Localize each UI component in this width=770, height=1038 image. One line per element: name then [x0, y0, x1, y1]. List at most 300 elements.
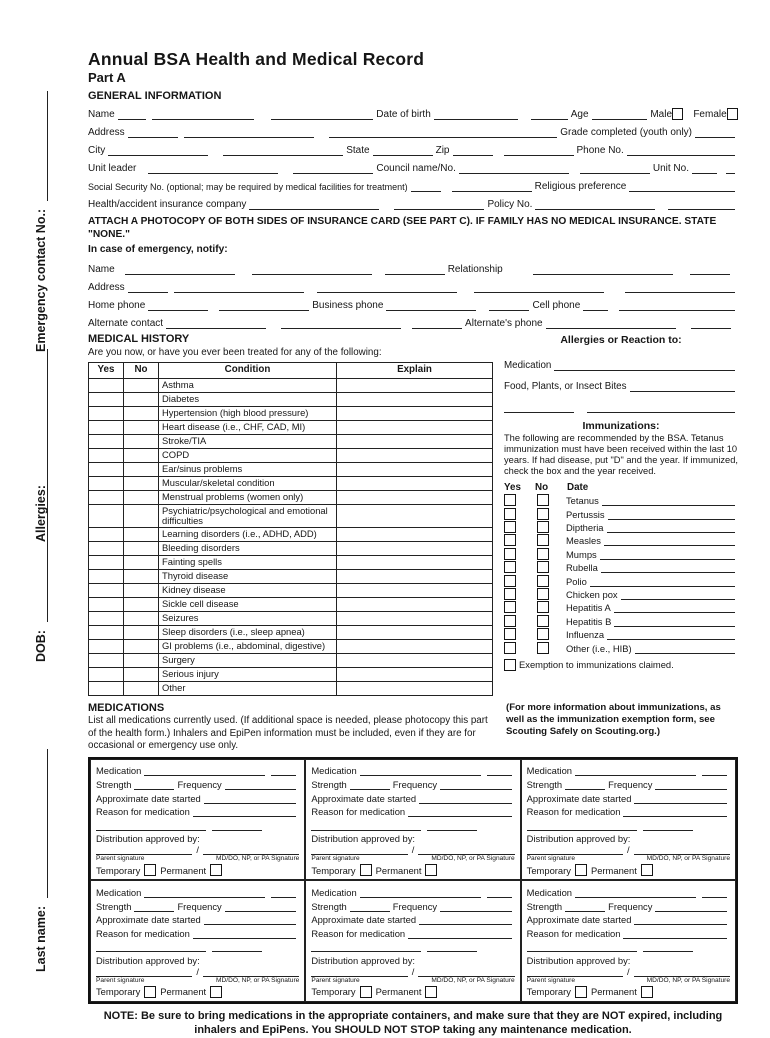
- grade-completed-line[interactable]: [695, 126, 735, 138]
- strength-label: Strength: [311, 900, 347, 912]
- md-signature-line[interactable]: [203, 843, 299, 855]
- medication-row: [96, 884, 299, 898]
- medications-intro-block: [88, 702, 496, 752]
- md-signature-label: MD/DO, NP, or PA Signature: [646, 976, 730, 984]
- ssn-line[interactable]: [452, 180, 532, 192]
- medication-line[interactable]: [575, 886, 696, 898]
- religious-preference-line[interactable]: [629, 180, 735, 192]
- address-line[interactable]: [184, 126, 314, 138]
- imm-no-checkbox[interactable]: [537, 534, 549, 546]
- yes-cell[interactable]: [89, 569, 124, 583]
- explain-cell[interactable]: [337, 527, 493, 541]
- temporary-checkbox[interactable]: [144, 864, 156, 876]
- signature-row: [527, 844, 730, 855]
- explain-cell[interactable]: [337, 434, 493, 448]
- address-line[interactable]: [329, 126, 558, 138]
- yes-cell[interactable]: [89, 555, 124, 569]
- unit-no-line[interactable]: [726, 162, 735, 174]
- explain-cell[interactable]: [337, 462, 493, 476]
- condition-row: [89, 434, 493, 448]
- emergency-name-line[interactable]: [125, 263, 235, 275]
- medication-line[interactable]: [487, 886, 512, 898]
- frequency-line[interactable]: [655, 900, 727, 912]
- approved-by-row: [311, 952, 514, 966]
- policy-no-line[interactable]: [535, 198, 655, 210]
- explain-cell[interactable]: [337, 639, 493, 653]
- medication-box: [305, 880, 520, 1002]
- frequency-line[interactable]: [225, 900, 297, 912]
- imm-yes-checkbox[interactable]: [504, 521, 516, 533]
- allergies-heading: Allergies or Reaction to:: [560, 333, 682, 346]
- explain-cell[interactable]: [337, 504, 493, 527]
- female-checkbox[interactable]: [727, 108, 738, 120]
- allergy-medication-line[interactable]: [554, 359, 735, 371]
- condition-row: [89, 583, 493, 597]
- date-started-line[interactable]: [204, 792, 297, 804]
- imm-no-checkbox[interactable]: [537, 561, 549, 573]
- imm-yes-checkbox[interactable]: [504, 508, 516, 520]
- explain-cell[interactable]: [337, 392, 493, 406]
- imm-date-line[interactable]: [602, 494, 735, 506]
- md-signature-label: MD/DO, NP, or PA Signature: [431, 855, 515, 863]
- reason-continuation-line[interactable]: [311, 819, 421, 831]
- temporary-checkbox[interactable]: [575, 864, 587, 876]
- reason-line[interactable]: [193, 927, 297, 939]
- yes-cell[interactable]: [89, 462, 124, 476]
- imm-no-checkbox[interactable]: [537, 575, 549, 587]
- frequency-label: Frequency: [392, 779, 438, 791]
- imm-no-checkbox[interactable]: [537, 508, 549, 520]
- immunization-row: [504, 600, 738, 613]
- yes-cell[interactable]: [89, 597, 124, 611]
- permanent-label: Permanent: [160, 986, 207, 998]
- reason-continuation-line[interactable]: [96, 940, 206, 952]
- yes-cell[interactable]: [89, 406, 124, 420]
- no-cell[interactable]: [124, 448, 159, 462]
- reason-continuation-line[interactable]: [527, 940, 637, 952]
- medications-section: [88, 702, 738, 752]
- medication-line[interactable]: [575, 764, 696, 776]
- imm-date-line[interactable]: [614, 601, 735, 613]
- imm-no-checkbox[interactable]: [537, 642, 549, 654]
- imm-date-line[interactable]: [608, 508, 735, 520]
- home-phone-line[interactable]: [148, 299, 208, 311]
- row-name: [88, 102, 738, 120]
- md-signature-line[interactable]: [634, 965, 730, 977]
- ssn-line[interactable]: [411, 180, 441, 192]
- imm-yes-checkbox[interactable]: [504, 615, 516, 627]
- parent-signature-label: Parent signature: [311, 976, 360, 984]
- yes-cell[interactable]: [89, 476, 124, 490]
- home-phone-line[interactable]: [219, 299, 309, 311]
- condition-label: Fainting spells: [159, 555, 337, 569]
- date-started-line[interactable]: [419, 913, 512, 925]
- no-cell[interactable]: [124, 420, 159, 434]
- no-cell[interactable]: [124, 476, 159, 490]
- yes-cell[interactable]: [89, 625, 124, 639]
- reason-line[interactable]: [193, 805, 297, 817]
- emergency-address-line[interactable]: [625, 281, 735, 293]
- reason-line[interactable]: [623, 927, 727, 939]
- reason-continuation-line[interactable]: [212, 819, 262, 831]
- signature-slash: /: [196, 965, 199, 977]
- reason-continuation-line[interactable]: [527, 819, 637, 831]
- parent-signature-label: Parent signature: [311, 855, 360, 863]
- frequency-line[interactable]: [225, 778, 297, 790]
- medication-line[interactable]: [271, 886, 296, 898]
- immunization-label: Rubella: [566, 562, 598, 574]
- yes-cell[interactable]: [89, 448, 124, 462]
- parent-signature-line[interactable]: [311, 843, 407, 855]
- insurance-company-line[interactable]: [394, 198, 484, 210]
- alternate-contact-line[interactable]: [166, 317, 266, 329]
- explain-cell[interactable]: [337, 555, 493, 569]
- condition-label: Surgery: [159, 653, 337, 667]
- zip-line[interactable]: [504, 144, 574, 156]
- date-started-label: Approximate date started: [526, 792, 632, 804]
- reason-continuation-line[interactable]: [427, 940, 477, 952]
- approved-by-label: Distribution approved by:: [526, 833, 631, 845]
- parent-signature-line[interactable]: [527, 843, 623, 855]
- reason-continuation-line[interactable]: [311, 940, 421, 952]
- medications-heading: MEDICATIONS: [88, 701, 165, 714]
- yes-cell[interactable]: [89, 392, 124, 406]
- form-part: Part A: [88, 70, 126, 86]
- imm-yes-checkbox[interactable]: [504, 561, 516, 573]
- frequency-line[interactable]: [440, 900, 512, 912]
- no-cell[interactable]: [124, 569, 159, 583]
- condition-row: [89, 527, 493, 541]
- reason-line[interactable]: [408, 805, 512, 817]
- imm-yes-checkbox[interactable]: [504, 642, 516, 654]
- medication-line[interactable]: [360, 764, 481, 776]
- explain-cell[interactable]: [337, 653, 493, 667]
- imm-yes-checkbox[interactable]: [504, 494, 516, 506]
- no-cell[interactable]: [124, 555, 159, 569]
- strength-line[interactable]: [350, 778, 390, 790]
- emergency-address-line[interactable]: [317, 281, 457, 293]
- date-of-birth-line[interactable]: [434, 108, 518, 120]
- explain-cell[interactable]: [337, 681, 493, 695]
- reason-label: Reason for medication: [526, 927, 621, 939]
- business-phone-line[interactable]: [489, 299, 529, 311]
- imm-yes-column-header: Yes: [504, 481, 521, 493]
- imm-yes-checkbox[interactable]: [504, 575, 516, 587]
- medication-line[interactable]: [702, 764, 727, 776]
- no-cell[interactable]: [124, 681, 159, 695]
- policy-no-line[interactable]: [668, 198, 735, 210]
- yes-cell[interactable]: [89, 420, 124, 434]
- strength-frequency-row: [527, 776, 730, 790]
- md-signature-line[interactable]: [203, 965, 299, 977]
- imm-yes-checkbox[interactable]: [504, 588, 516, 600]
- imm-no-checkbox[interactable]: [537, 615, 549, 627]
- temporary-checkbox[interactable]: [144, 986, 156, 998]
- medication-label: Medication: [96, 887, 142, 899]
- md-signature-line[interactable]: [634, 843, 730, 855]
- zip-line[interactable]: [453, 144, 493, 156]
- no-cell[interactable]: [124, 392, 159, 406]
- yes-cell[interactable]: [89, 681, 124, 695]
- imm-date-line[interactable]: [607, 521, 735, 533]
- yes-cell[interactable]: [89, 611, 124, 625]
- no-cell[interactable]: [124, 611, 159, 625]
- address-line[interactable]: [128, 126, 178, 138]
- medication-line[interactable]: [271, 764, 296, 776]
- last-name-line[interactable]: [36, 749, 48, 898]
- reason-continuation-line[interactable]: [212, 940, 262, 952]
- council-name-no-line[interactable]: [580, 162, 650, 174]
- parent-signature-line[interactable]: [527, 965, 623, 977]
- yes-cell[interactable]: [89, 378, 124, 392]
- permanent-checkbox[interactable]: [425, 864, 437, 876]
- signature-slash: /: [196, 844, 199, 856]
- no-cell[interactable]: [124, 653, 159, 667]
- strength-line[interactable]: [350, 900, 390, 912]
- explain-cell[interactable]: [337, 476, 493, 490]
- yes-cell[interactable]: [89, 504, 124, 527]
- reason-continuation-row: [527, 817, 730, 831]
- alternates-phone-line[interactable]: [691, 317, 731, 329]
- no-cell[interactable]: [124, 434, 159, 448]
- reason-label: Reason for medication: [526, 806, 621, 818]
- yes-cell[interactable]: [89, 434, 124, 448]
- imm-yes-checkbox[interactable]: [504, 548, 516, 560]
- allergy-food-line[interactable]: [630, 380, 735, 392]
- medication-label: Medication: [96, 765, 142, 777]
- yes-cell[interactable]: [89, 541, 124, 555]
- imm-date-line[interactable]: [604, 534, 735, 546]
- emergency-contact-line[interactable]: [36, 91, 48, 201]
- parent-signature-line[interactable]: [96, 965, 192, 977]
- unit-no-line[interactable]: [692, 162, 717, 174]
- approved-by-row: [527, 831, 730, 845]
- reason-continuation-line[interactable]: [643, 940, 693, 952]
- form-title: Annual BSA Health and Medical Record: [88, 49, 425, 69]
- name-line[interactable]: [271, 108, 373, 120]
- immunization-row: [504, 533, 738, 546]
- medication-line[interactable]: [144, 764, 265, 776]
- imm-no-checkbox[interactable]: [537, 494, 549, 506]
- temporary-permanent-row: [311, 863, 514, 877]
- signature-row: [96, 844, 299, 855]
- imm-no-checkbox[interactable]: [537, 521, 549, 533]
- allergy-extra-line[interactable]: [587, 401, 735, 413]
- condition-label: Asthma: [159, 378, 337, 392]
- name-label: Name: [88, 109, 115, 121]
- temporary-checkbox[interactable]: [575, 986, 587, 998]
- no-cell[interactable]: [124, 406, 159, 420]
- name-line[interactable]: [118, 108, 146, 120]
- imm-yes-checkbox[interactable]: [504, 534, 516, 546]
- permanent-checkbox[interactable]: [641, 986, 653, 998]
- md-signature-line[interactable]: [418, 843, 514, 855]
- imm-no-checkbox[interactable]: [537, 628, 549, 640]
- no-cell[interactable]: [124, 490, 159, 504]
- strength-frequency-row: [96, 776, 299, 790]
- relationship-line[interactable]: [690, 263, 730, 275]
- medication-line[interactable]: [360, 886, 481, 898]
- reason-continuation-row: [311, 939, 514, 953]
- name-line[interactable]: [152, 108, 254, 120]
- permanent-checkbox[interactable]: [641, 864, 653, 876]
- cell-phone-line[interactable]: [583, 299, 608, 311]
- date-of-birth-line[interactable]: [531, 108, 568, 120]
- permanent-checkbox[interactable]: [210, 986, 222, 998]
- explain-cell[interactable]: [337, 625, 493, 639]
- immunization-label: Chicken pox: [566, 588, 618, 600]
- alternate-contact-line[interactable]: [412, 317, 462, 329]
- medication-line[interactable]: [702, 886, 727, 898]
- margin-field-last-name: [32, 746, 48, 972]
- emergency-name-line[interactable]: [252, 263, 372, 275]
- explain-cell[interactable]: [337, 569, 493, 583]
- imm-yes-checkbox[interactable]: [504, 601, 516, 613]
- unit-leader-line[interactable]: [148, 162, 278, 174]
- male-checkbox[interactable]: [672, 108, 683, 120]
- explain-cell[interactable]: [337, 378, 493, 392]
- row-emergency-address: [88, 275, 738, 293]
- no-cell[interactable]: [124, 462, 159, 476]
- explain-cell[interactable]: [337, 406, 493, 420]
- imm-no-checkbox[interactable]: [537, 548, 549, 560]
- condition-row: [89, 392, 493, 406]
- frequency-line[interactable]: [440, 778, 512, 790]
- frequency-line[interactable]: [655, 778, 727, 790]
- cell-phone-line[interactable]: [619, 299, 735, 311]
- reason-continuation-line[interactable]: [643, 819, 693, 831]
- condition-label: COPD: [159, 448, 337, 462]
- explain-cell[interactable]: [337, 597, 493, 611]
- temporary-checkbox[interactable]: [360, 986, 372, 998]
- dob-label: DOB:: [34, 630, 48, 662]
- reason-line[interactable]: [623, 805, 727, 817]
- city-line[interactable]: [223, 144, 343, 156]
- temporary-checkbox[interactable]: [360, 864, 372, 876]
- imm-date-line[interactable]: [621, 588, 735, 600]
- imm-no-checkbox[interactable]: [537, 588, 549, 600]
- condition-label: Thyroid disease: [159, 569, 337, 583]
- parent-signature-line[interactable]: [96, 843, 192, 855]
- signature-labels-row: [311, 977, 514, 985]
- condition-label: Other: [159, 681, 337, 695]
- insurance-company-line[interactable]: [249, 198, 379, 210]
- parent-signature-line[interactable]: [311, 965, 407, 977]
- no-cell[interactable]: [124, 541, 159, 555]
- reason-continuation-line[interactable]: [427, 819, 477, 831]
- yes-cell[interactable]: [89, 653, 124, 667]
- date-started-line[interactable]: [634, 913, 727, 925]
- temporary-label: Temporary: [311, 864, 356, 876]
- parent-signature-label: Parent signature: [96, 976, 145, 984]
- alternates-phone-line[interactable]: [546, 317, 676, 329]
- imm-no-checkbox[interactable]: [537, 601, 549, 613]
- city-line[interactable]: [108, 144, 208, 156]
- no-cell[interactable]: [124, 504, 159, 527]
- reason-line[interactable]: [408, 927, 512, 939]
- alternate-contact-line[interactable]: [281, 317, 401, 329]
- immunization-info-note: (For more information about immunizations, as well as the immunization exemption form, see Scouting Safely on Scouting.org.): [506, 701, 721, 737]
- no-cell[interactable]: [124, 625, 159, 639]
- strength-line[interactable]: [565, 900, 605, 912]
- strength-line[interactable]: [565, 778, 605, 790]
- imm-date-line[interactable]: [601, 561, 735, 573]
- strength-line[interactable]: [134, 900, 174, 912]
- age-line[interactable]: [592, 108, 648, 120]
- medication-line[interactable]: [144, 886, 265, 898]
- explain-cell[interactable]: [337, 667, 493, 681]
- phone-no-line[interactable]: [627, 144, 735, 156]
- date-started-line[interactable]: [634, 792, 727, 804]
- allergy-extra-line[interactable]: [504, 401, 574, 413]
- unit-leader-line[interactable]: [293, 162, 373, 174]
- explain-cell[interactable]: [337, 420, 493, 434]
- imm-date-line[interactable]: [614, 615, 735, 627]
- council-name-no-label: Council name/No.: [376, 163, 456, 175]
- yes-cell[interactable]: [89, 583, 124, 597]
- unit-no-label: Unit No.: [652, 163, 689, 175]
- imm-yes-checkbox[interactable]: [504, 628, 516, 640]
- condition-label: Psychiatric/psychological and emotional difficulties: [159, 504, 337, 527]
- explain-cell[interactable]: [337, 583, 493, 597]
- row-unit-leader: [88, 156, 738, 174]
- medication-line[interactable]: [487, 764, 512, 776]
- date-started-line[interactable]: [419, 792, 512, 804]
- md-signature-line[interactable]: [418, 965, 514, 977]
- business-phone-line[interactable]: [386, 299, 476, 311]
- no-cell[interactable]: [124, 378, 159, 392]
- strength-label: Strength: [96, 900, 132, 912]
- exemption-checkbox[interactable]: [504, 659, 516, 671]
- immunization-label: Tetanus: [566, 495, 599, 507]
- no-cell[interactable]: [124, 667, 159, 681]
- condition-row: [89, 420, 493, 434]
- allergies-line[interactable]: [36, 349, 48, 477]
- emergency-address-line[interactable]: [474, 281, 604, 293]
- no-cell[interactable]: [124, 597, 159, 611]
- no-cell[interactable]: [124, 583, 159, 597]
- permanent-checkbox[interactable]: [425, 986, 437, 998]
- imm-date-line[interactable]: [635, 642, 735, 654]
- explain-cell[interactable]: [337, 490, 493, 504]
- permanent-checkbox[interactable]: [210, 864, 222, 876]
- state-line[interactable]: [373, 144, 433, 156]
- reason-continuation-line[interactable]: [96, 819, 206, 831]
- date-started-line[interactable]: [204, 913, 297, 925]
- council-name-no-line[interactable]: [459, 162, 569, 174]
- emergency-address-line[interactable]: [128, 281, 168, 293]
- imm-date-line[interactable]: [590, 575, 735, 587]
- emergency-name-line[interactable]: [385, 263, 445, 275]
- strength-frequency-row: [311, 776, 514, 790]
- no-cell[interactable]: [124, 527, 159, 541]
- explain-cell[interactable]: [337, 448, 493, 462]
- age-label: Age: [570, 109, 589, 121]
- no-cell[interactable]: [124, 639, 159, 653]
- strength-line[interactable]: [134, 778, 174, 790]
- emergency-address-line[interactable]: [174, 281, 304, 293]
- explain-cell[interactable]: [337, 541, 493, 555]
- condition-label: Hypertension (high blood pressure): [159, 406, 337, 420]
- imm-date-line[interactable]: [607, 628, 735, 640]
- yes-cell[interactable]: [89, 639, 124, 653]
- relationship-line[interactable]: [533, 263, 673, 275]
- yes-cell[interactable]: [89, 527, 124, 541]
- explain-cell[interactable]: [337, 611, 493, 625]
- yes-cell[interactable]: [89, 667, 124, 681]
- imm-date-line[interactable]: [600, 548, 735, 560]
- yes-cell[interactable]: [89, 490, 124, 504]
